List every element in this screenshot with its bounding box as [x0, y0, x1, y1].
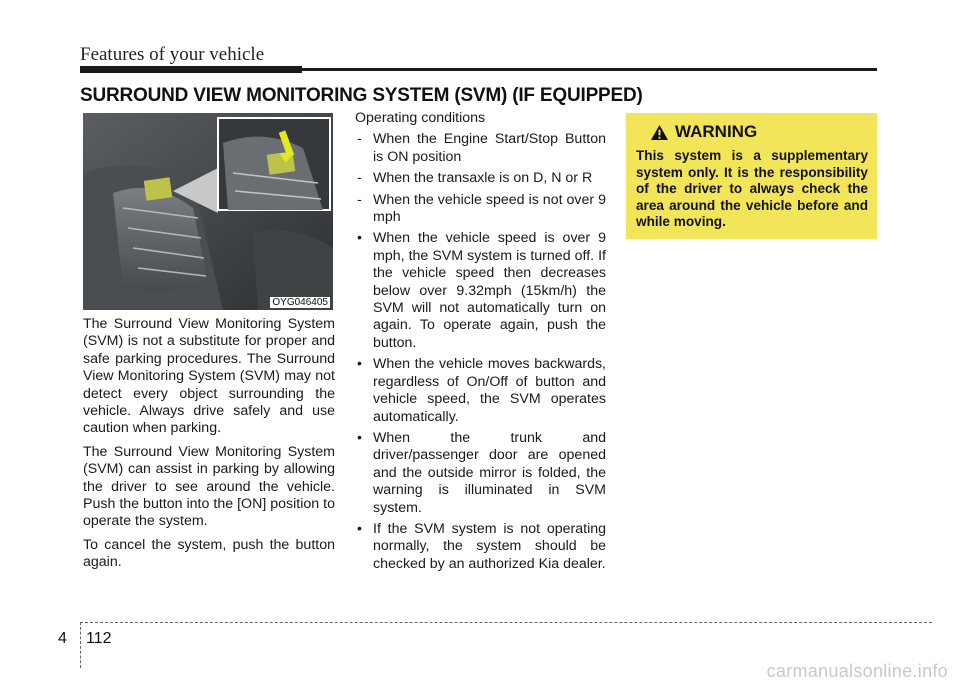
list-item: - When the transaxle is on D, N or R	[357, 170, 593, 187]
paragraph-cancel-system: To cancel the system, push the button again.	[83, 536, 335, 571]
warning-header	[650, 122, 868, 142]
chapter-number: 4	[58, 630, 67, 647]
dash-mark: -	[357, 170, 362, 187]
page-number: 112	[86, 630, 112, 647]
bullet-mark: •	[357, 230, 362, 247]
bullet-mark: •	[357, 356, 362, 373]
operating-conditions	[355, 110, 606, 577]
console-illustration	[83, 113, 333, 310]
dash-mark: -	[357, 191, 362, 208]
warning-box	[626, 113, 877, 239]
list-item: • When the vehicle moves backwards, regardless of On/Off of button and vehicle speed, the SVM operates automatically.	[357, 356, 606, 425]
list-item: • When the vehicle speed is over 9 mph, the SVM system is turned off. If the vehicle speed then decreases below over 9.32mph (15km/h) the SVM will not automatically turn on again. To operate again, push the button.	[357, 230, 606, 351]
list-item: - When the vehicle speed is not over 9 mph	[357, 191, 606, 226]
watermark: carmanualsonline.info	[766, 661, 948, 681]
warning-text: This system is a supplementary system only. It is the responsibility of the driver to always check the area around the vehicle before and while moving.	[636, 148, 868, 230]
section-title: SURROUND VIEW MONITORING SYSTEM (SVM) (IF EQUIPPED)	[80, 85, 643, 106]
warning-triangle-icon	[650, 124, 669, 141]
paragraph-svm-assist: The Surround View Monitoring System (SVM) can assist in parking by allowing the driver to see around the vehicle. Push the button into the [ON] position to operate the system.	[83, 443, 335, 530]
svm-button-photo	[83, 113, 333, 310]
list-item: • When the trunk and driver/passenger door are opened and the outside mirror is folded, the warning is illuminated in SVM system.	[357, 429, 606, 516]
figure-code: OYG046405	[272, 297, 328, 308]
footer-divider	[80, 622, 81, 668]
list-item: - When the Engine Start/Stop Button is ON position	[357, 131, 606, 165]
footer-rule	[80, 622, 932, 623]
bullet-mark: •	[357, 429, 362, 446]
list-item: • If the SVM system is not operating normally, the system should be checked by an authorized Kia dealer.	[357, 520, 606, 572]
bullet-mark: •	[357, 520, 362, 537]
operating-conditions-heading: Operating conditions	[355, 110, 486, 126]
left-column	[83, 316, 335, 578]
warning-title: WARNING	[675, 122, 758, 141]
dash-mark: -	[357, 131, 362, 148]
header-title: Features of your vehicle	[80, 44, 265, 65]
paragraph-svm-not-substitute: The Surround View Monitoring System (SVM) is not a substitute for proper and safe parking procedures. The Surround View Monitoring System (SVM) may not detect every object surrounding the vehicle. Always drive safely and use caution when parking.	[83, 316, 335, 437]
header-rule	[80, 68, 877, 71]
